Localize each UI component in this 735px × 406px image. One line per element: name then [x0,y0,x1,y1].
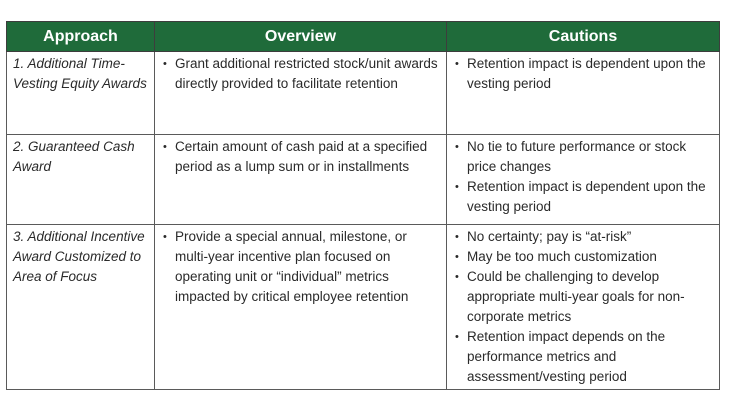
approach-cell: 1. Additional Time-Vesting Equity Awards [7,52,155,135]
cautions-list [454,137,713,217]
bullet-icon: • [455,231,459,243]
caution-text: May be too much customization [467,249,657,264]
caution-text: Retention impact is dependent upon the vesting period [467,179,706,214]
overview-list [162,227,440,307]
list-item [454,177,713,217]
list-item [454,54,713,94]
caution-text: No tie to future performance or stock price changes [467,139,687,174]
header-overview: Overview [155,22,447,52]
list-item [162,54,440,94]
overview-text: Certain amount of cash paid at a specified period as a lump sum or in installments [175,139,428,174]
bullet-icon: • [163,231,167,243]
list-item [454,137,713,177]
bullet-icon: • [455,331,459,343]
overview-text: Provide a special annual, milestone, or multi-year incentive plan focused on operating unit or “individual” metrics impacted by critical employee retention [175,229,409,304]
bullet-icon: • [455,271,459,283]
cautions-cell [447,135,720,225]
bullet-icon: • [455,181,459,193]
caution-text: Could be challenging to develop appropriate multi-year goals for non-corporate metrics [467,269,685,324]
header-cautions: Cautions [447,22,720,52]
list-item [162,137,440,177]
overview-text: Grant additional restricted stock/unit awards directly provided to facilitate retention [175,56,438,91]
bullet-icon: • [455,251,459,263]
list-item [454,327,713,387]
cautions-list [454,227,713,387]
caution-text: Retention impact depends on the performance metrics and assessment/vesting period [467,329,666,384]
retention-approach-table-container [6,21,719,390]
cautions-list [454,54,713,94]
cautions-cell [447,225,720,390]
bullet-icon: • [455,58,459,70]
cautions-cell [447,52,720,135]
list-item [162,227,440,307]
table-row [7,135,720,225]
overview-cell [155,52,447,135]
approach-cell: 2. Guaranteed Cash Award [7,135,155,225]
list-item [454,247,713,267]
caution-text: No certainty; pay is “at-risk” [467,229,632,244]
overview-cell [155,135,447,225]
overview-list [162,54,440,94]
bullet-icon: • [163,58,167,70]
table-row [7,52,720,135]
approach-cell: 3. Additional Incentive Award Customized to Area of Focus [7,225,155,390]
overview-cell [155,225,447,390]
retention-approach-table [6,21,720,390]
header-row [7,22,720,52]
bullet-icon: • [163,141,167,153]
list-item [454,267,713,327]
header-approach: Approach [7,22,155,52]
bullet-icon: • [455,141,459,153]
overview-list [162,137,440,177]
table-row [7,225,720,390]
caution-text: Retention impact is dependent upon the vesting period [467,56,706,91]
list-item [454,227,713,247]
